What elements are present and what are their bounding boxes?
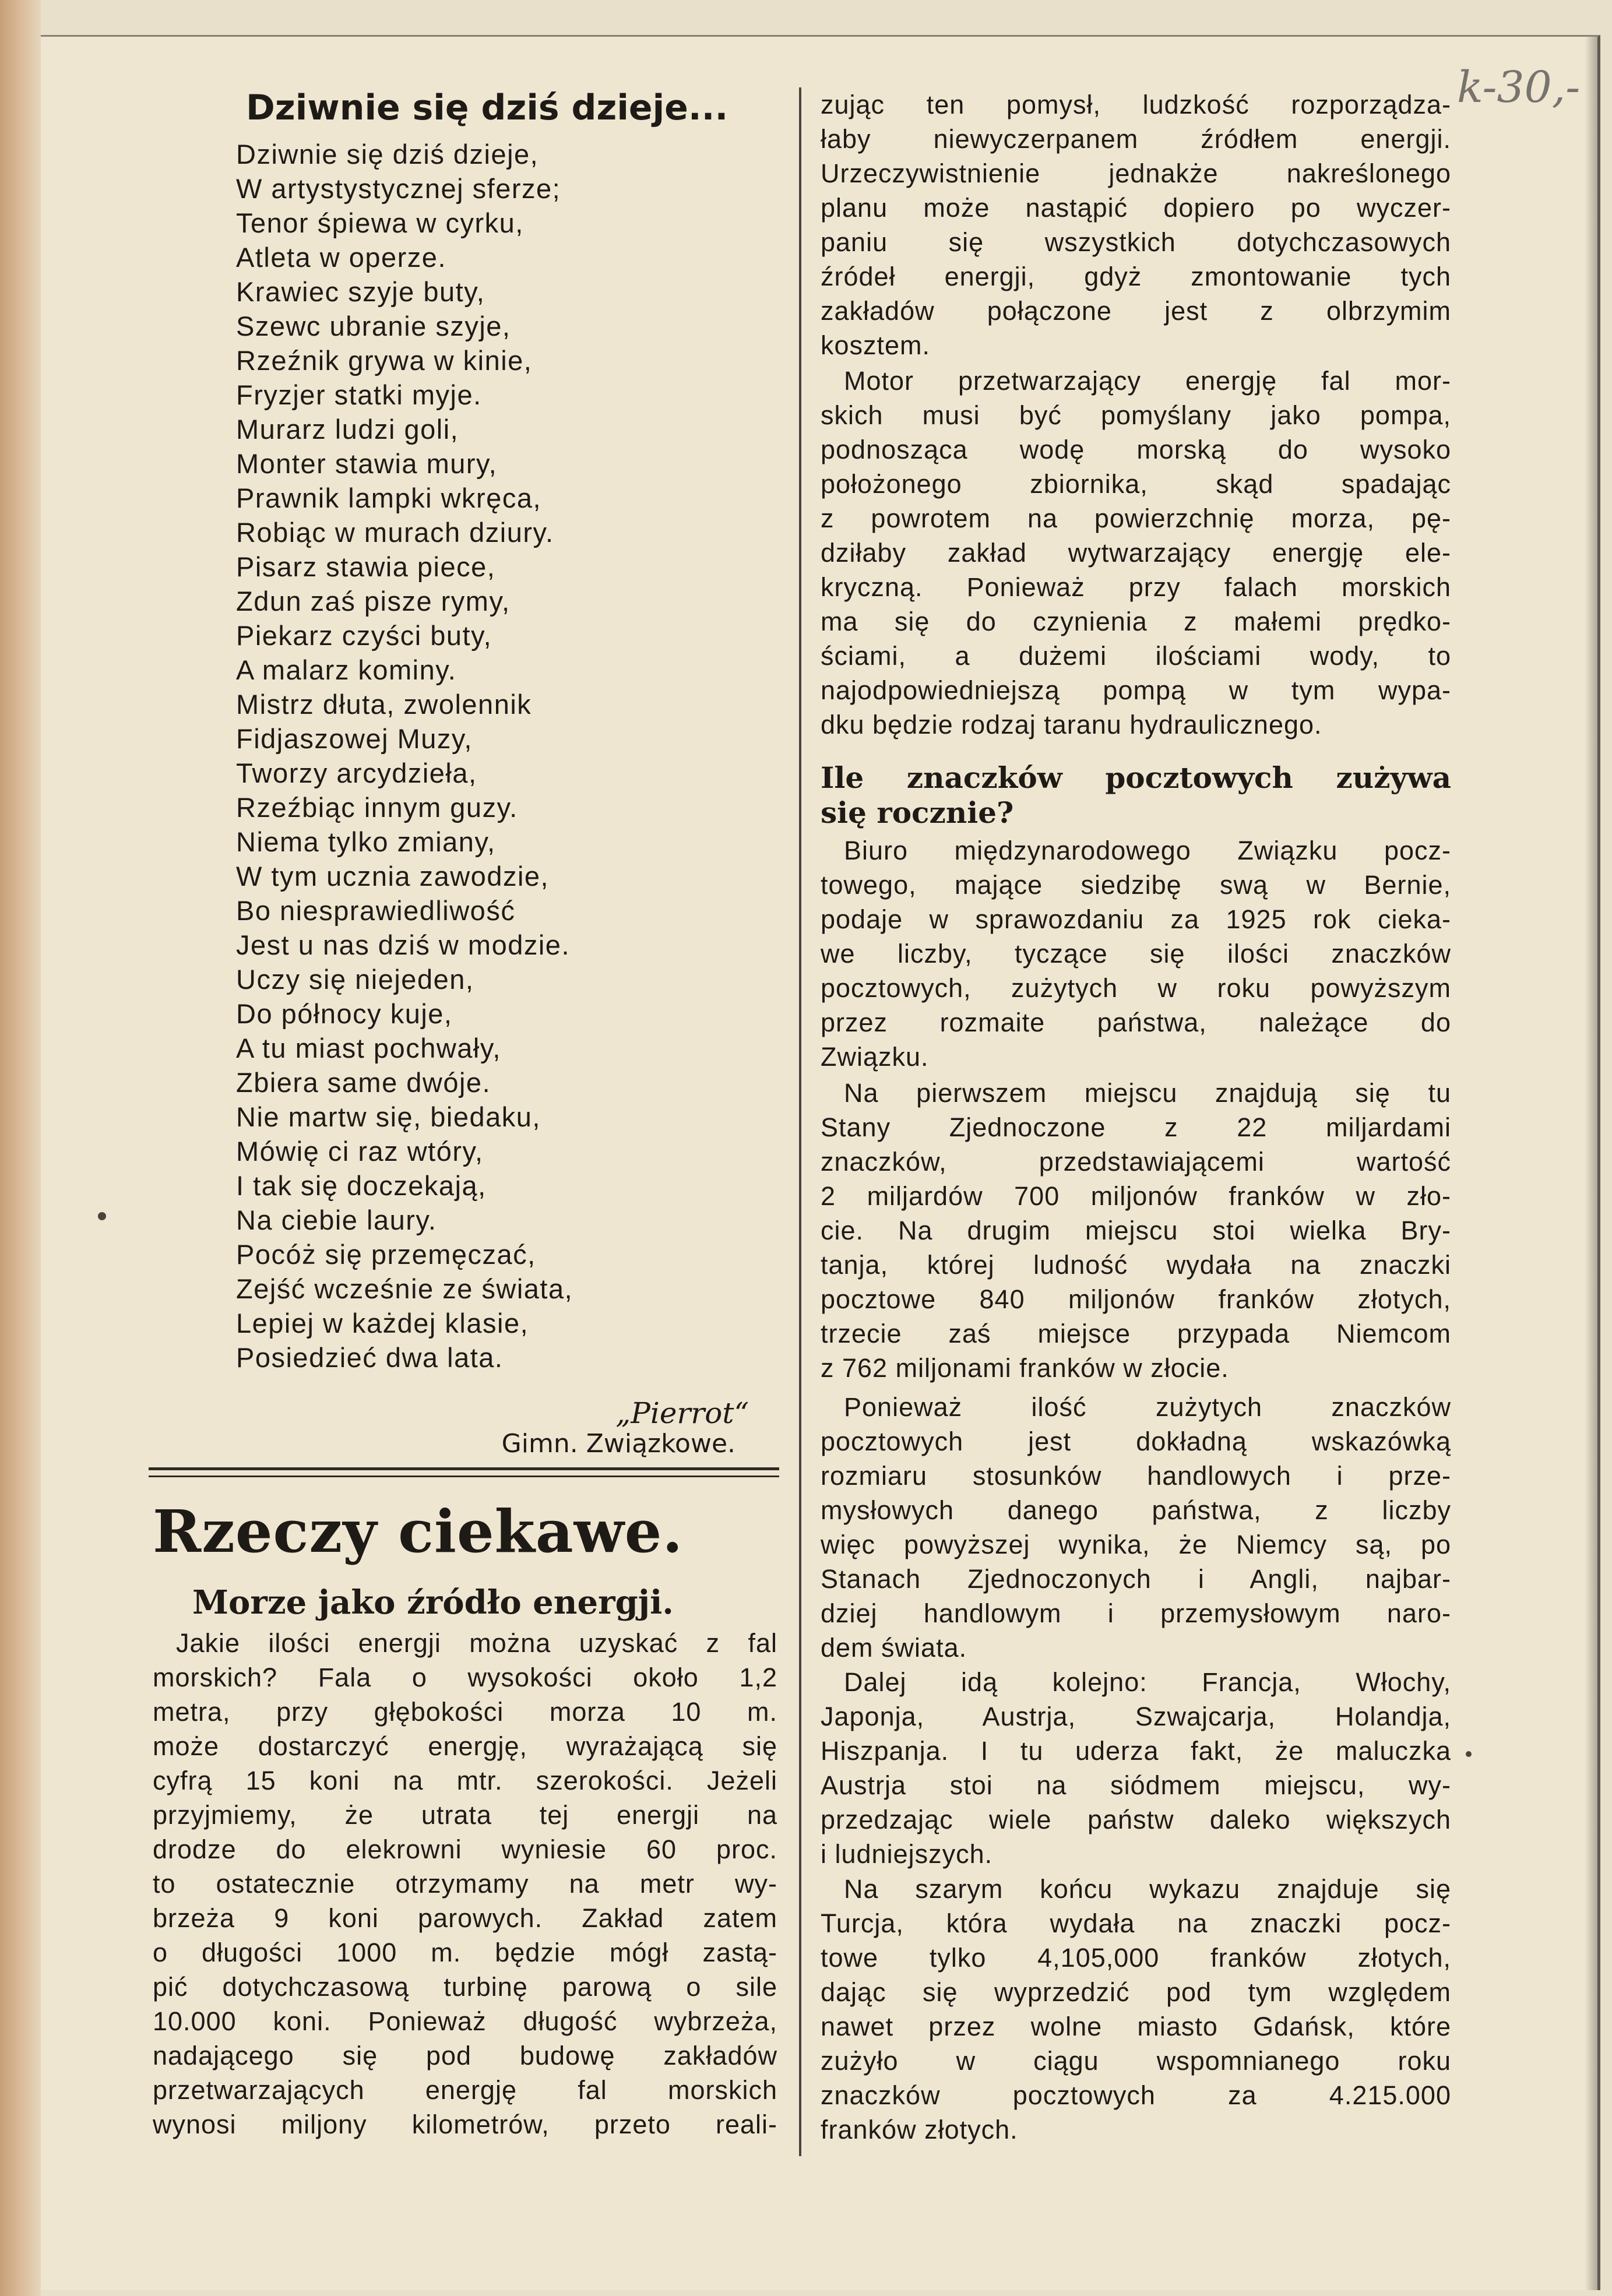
text-line: trzecie zaś miejsce przypada Niemcom [821,1319,1451,1348]
text-line: pocztowych, zużytych w roku powyższym [821,973,1451,1003]
text-line: przyjmiemy, że utrata tej energji na [153,1800,777,1830]
text-line: znaczków, przedstawiającemi wartość [821,1147,1451,1177]
text-line: tanja, której ludność wydała na znaczki [821,1250,1451,1280]
text-line: znaczków pocztowych za 4.215.000 [821,2080,1451,2110]
text-line: dając się wyprzedzić pod tym względem [821,1977,1451,2007]
poem-line: Atleta w operze. [236,242,447,273]
text-line: Związku. [821,1042,929,1072]
text-line: mysłowych danego państwa, z liczby [821,1495,1451,1525]
poem-line: W tym ucznia zawodzie, [236,861,550,892]
poem-source: Gimn. Związkowe. [501,1429,735,1459]
text-line: położonego zbiornika, skąd spadając [821,469,1451,499]
section-divider-thin [149,1476,779,1477]
text-line: ma się do czynienia z małemi prędko- [821,607,1451,636]
text-line: pocztowe 840 miljonów franków złotych, [821,1284,1451,1314]
text-line: rozmiaru stosunków handlowych i prze- [821,1461,1451,1491]
article-2-paragraph-4 [821,1665,1451,1871]
text-line: może dostarczyć energję, wyrażającą się [153,1731,777,1761]
text-line: Na pierwszem miejscu znajdują się tu [844,1078,1451,1108]
poem-line: Jest u nas dziś w modzie. [236,929,570,960]
poem-line: Rzeźbiąc innym guzy. [236,792,518,823]
article-2-paragraph-5 [821,1872,1451,2147]
text-line: o długości 1000 m. będzie mógł zastą- [153,1938,777,1967]
text-line: pocztowych jest dokładną wskazówką [821,1427,1451,1456]
text-line: kryczną. Ponieważ przy falach morskich [821,572,1451,602]
text-line: Turcja, która wydała na znaczki pocz- [821,1908,1451,1938]
poem-line: W artystystycznej sferze; [236,173,561,204]
article-2-paragraph-3 [821,1390,1451,1665]
text-line: cyfrą 15 koni na mtr. szerokości. Jeżeli [153,1766,777,1795]
text-line: Biuro międzynarodowego Związku pocz- [844,836,1451,865]
poem-line: Krawiec szyje buty, [236,276,485,307]
text-line: Na szarym końcu wykazu znajduje się [844,1874,1451,1904]
text-line: metra, przy głębokości morza 10 m. [153,1697,777,1727]
text-line: drodze do elekrowni wyniesie 60 proc. [153,1834,777,1864]
text-line: Stany Zjednoczone z 22 miljardami [821,1112,1451,1142]
poem-line: Dziwnie się dziś dzieje, [236,139,539,170]
print-speck [1466,1751,1472,1757]
text-line: dem świata. [821,1633,967,1663]
poem-line: Szewc ubranie szyje, [236,311,511,341]
poem-body [236,137,761,1375]
poem-line: Tenor śpiewa w cyrku, [236,207,524,238]
poem-line: Do północy kuje, [236,998,453,1029]
poem-line: Monter stawia mury, [236,448,498,479]
heading-line: się rocznie? [821,795,1014,830]
text-line: we liczby, tyczące się ilości znaczków [821,939,1451,969]
text-line: Japonja, Austrja, Szwajcarja, Holandja, [821,1702,1451,1731]
poem-line: Niema tylko zmiany, [236,826,496,857]
column-divider [799,87,801,2156]
text-line: kosztem. [821,330,931,360]
poem-line: I tak się doczekają, [236,1170,487,1201]
text-line: brzeża 9 koni parowych. Zakład zatem [153,1903,777,1933]
article-2-heading [821,760,1451,830]
article-2-paragraph-2 [821,1076,1451,1385]
text-line: nadającego się pod budowę zakładów [153,2041,777,2070]
text-line: morskich? Fala o wysokości około 1,2 [153,1663,777,1692]
text-line: dziej handlowym i przemysłowym naro- [821,1598,1451,1628]
poem-line: Na ciebie laury. [236,1205,437,1235]
text-line: przetwarzających energję fal morskich [153,2075,777,2105]
poem-line: Pocóż się przemęczać, [236,1239,536,1270]
poem-author: „Pierrot“ [615,1396,749,1430]
text-line: wynosi miljony kilometrów, przeto reali- [153,2110,777,2139]
text-line: nawet przez wolne miasto Gdańsk, które [821,2012,1451,2041]
poem-line: Bo niesprawiedliwość [236,895,516,926]
text-line: skich musi być pomyślany jako pompa, [821,400,1451,430]
text-line: i ludniejszych. [821,1839,993,1869]
text-line: Urzeczywistnienie jednakże nakreślonego [821,159,1451,188]
poem-line: Lepiej w każdej klasie, [236,1308,529,1339]
article-1-paragraph-2 [821,364,1451,742]
poem-line: A tu miast pochwały, [236,1033,501,1064]
text-line: dziłaby zakład wytwarzający energję ele- [821,538,1451,568]
heading-line: Ile znaczków pocztowych zużywa [821,760,1451,795]
print-speck [98,1212,106,1220]
text-line: dku będzie rodzaj taranu hydraulicznego. [821,710,1322,739]
article-1-body-continued [821,87,1451,362]
poem-line: Mówię ci raz wtóry, [236,1136,484,1167]
text-line: paniu się wszystkich dotychczasowych [821,227,1451,257]
text-line: Hiszpanja. I tu uderza fakt, że maluczka [821,1736,1451,1766]
text-line: 2 miljardów 700 miljonów franków w zło- [821,1181,1451,1211]
text-line: zakładów połączone jest z olbrzymim [821,296,1451,326]
poem-title: Dziwnie się dziś dzieje... [246,87,728,128]
article-1-heading: Morze jako źródło energji. [192,1583,674,1622]
text-line: ściami, a dużemi ilościami wody, to [821,641,1451,671]
page-edge-shadow [1585,37,1597,2290]
poem-line: Robiąc w murach dziury. [236,517,554,548]
text-line: Stanach Zjednoczonych i Angli, najbar- [821,1564,1451,1594]
text-line: Dalej idą kolejno: Francja, Włochy, [844,1667,1451,1697]
poem-line: Zdun zaś pisze rymy, [236,586,511,617]
section-title: Rzeczy ciekawe. [153,1497,684,1566]
text-line: Austrja stoi na siódmem miejscu, wy- [821,1770,1451,1800]
text-line: planu może nastąpić dopiero po wyczer- [821,193,1451,223]
poem-line: Nie martw się, biedaku, [236,1101,541,1132]
text-line: Jakie ilości energji można uzyskać z fal [176,1628,777,1658]
text-line: przedzając wiele państw daleko większych [821,1805,1451,1834]
text-line: podnosząca wodę morską do wysoko [821,435,1451,464]
text-line: źródeł energji, gdyż zmontowanie tych [821,262,1451,291]
poem-line: Posiedzieć dwa lata. [236,1342,504,1373]
poem-line: Piekarz czyści buty, [236,620,492,651]
article-1-body-left [153,1626,777,2142]
text-line: Ponieważ ilość zużytych znaczków [844,1392,1451,1422]
text-line: 10.000 koni. Ponieważ długość wybrzeża, [153,2006,777,2036]
text-line: pić dotychczasową turbinę parową o sile [153,1972,777,2002]
poem-line: A malarz kominy. [236,654,457,685]
text-line: towego, mające siedzibę swą w Bernie, [821,870,1451,900]
text-line: podaje w sprawozdaniu za 1925 rok cieka- [821,904,1451,934]
poem-line: Murarz ludzi goli, [236,414,459,445]
text-line: franków złotych. [821,2115,1018,2144]
text-line: z powrotem na powierzchnię morza, pę- [821,503,1451,533]
text-line: łaby niewyczerpanem źródłem energji. [821,124,1451,154]
poem-line: Zejść wcześnie ze świata, [236,1273,573,1304]
margin-note: k-30,- [1457,62,1581,112]
text-line: z 762 miljonami franków w złocie. [821,1353,1229,1383]
poem-line: Rzeźnik grywa w kinie, [236,345,533,376]
poem-line: Prawnik lampki wkręca, [236,483,542,513]
text-line: towe tylko 4,105,000 franków złotych, [821,1943,1451,1973]
text-line: przez rozmaite państwa, należące do [821,1008,1451,1037]
poem-line: Zbiera same dwóje. [236,1067,491,1098]
text-line: więc powyższej wynika, że Niemcy są, po [821,1530,1451,1559]
section-divider-thick [149,1467,779,1470]
poem-line: Mistrz dłuta, zwolennik [236,689,532,720]
binding-spine [0,0,41,2296]
text-line: zużyło w ciągu wspomnianego roku [821,2046,1451,2076]
text-line: to ostatecznie otrzymamy na metr wy- [153,1869,777,1899]
text-line: cie. Na drugim miejscu stoi wielka Bry- [821,1216,1451,1245]
text-line: najodpowiedniejszą pompą w tym wypa- [821,675,1451,705]
poem-line: Fryzjer statki myje. [236,379,482,410]
article-2-paragraph-1 [821,833,1451,1074]
text-line: Motor przetwarzający energję fal mor- [844,366,1451,396]
poem-line: Tworzy arcydzieła, [236,758,477,788]
poem-line: Pisarz stawia piece, [236,551,496,582]
poem-line: Uczy się niejeden, [236,964,474,995]
poem-line: Fidjaszowej Muzy, [236,723,473,754]
text-line: zując ten pomysł, ludzkość rozporządza- [821,90,1451,119]
